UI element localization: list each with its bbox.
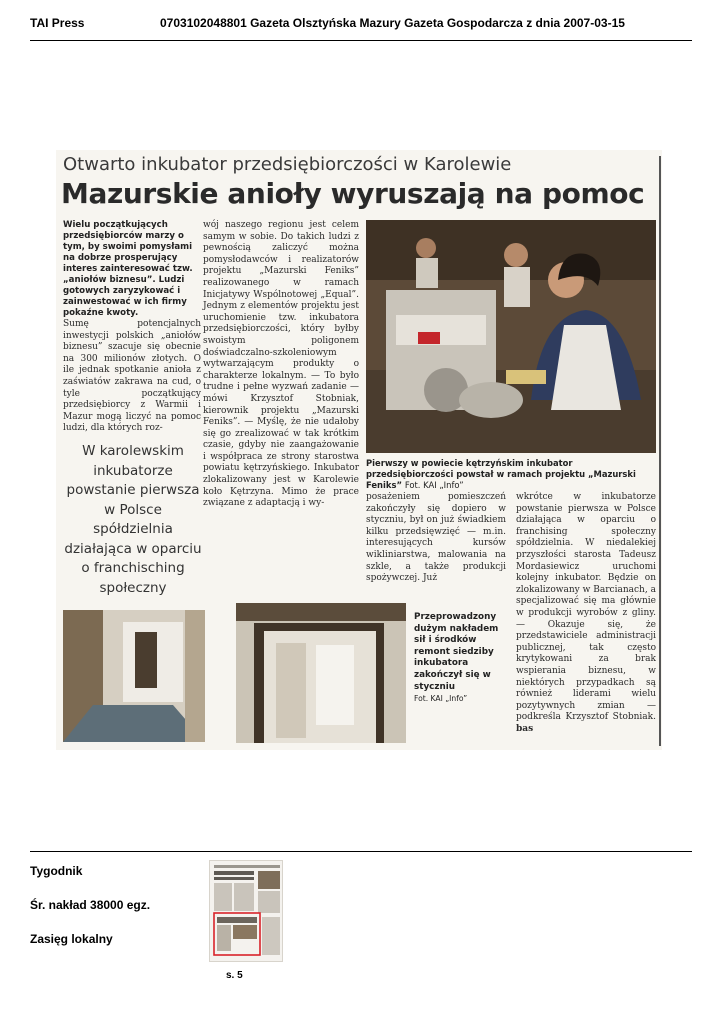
article-lead: Wielu początkujących przedsiębiorców marzy o tym, by swoimi pomysłami na dobrze prosperujący interes zainteresować tzw. „aniołów biznesu”. Ludzi gotowych zaryzykować i zainwestować w ich firmy pokaźne kwoty. [63, 220, 193, 318]
header-divider [30, 40, 692, 41]
clipping-edge [659, 156, 661, 746]
renovation-caption [414, 612, 510, 706]
article-column-1: Sumę potencjalnych inwestycji polskich „aniołów biznesu” szacuje się obecnie na 300 milionów złotych. O ile jednak spotkanie anioła z zaświatów zakrawa na cud, o tyle początkujący przedsiębiorcy z Warmii i Mazur mogą liczyć na pomoc ludzi, dla których roz- [63, 319, 201, 434]
publication-metadata: 0703102048801 Gazeta Olsztyńska Mazury Gazeta Gospodarcza z dnia 2007-03-15 [160, 16, 625, 30]
main-photo-credit: Fot. KAI „Info” [404, 480, 464, 490]
article-pullquote: W karolewskim inkubatorze powstanie pierwsza w Polsce spółdzielnia działająca w oparciu o franchisching społeczny [64, 443, 202, 596]
article-column-4 [516, 492, 656, 735]
main-photo-caption-text: Pierwszy w powiecie kętrzyńskim inkubator przedsiębiorczości powstał w ramach projektu „Mazurski Feniks” [366, 458, 636, 490]
main-photo-caption [366, 458, 658, 491]
kitchen-photo [366, 220, 656, 453]
circulation: Śr. nakład 38000 egz. [30, 898, 151, 912]
publication-frequency: Tygodnik [30, 864, 83, 878]
page-thumbnail-image [210, 861, 283, 962]
corridor-photo [63, 610, 205, 742]
author-signature: bas [516, 723, 534, 734]
renovation-photo-credit: Fot. KAI „Info” [414, 694, 468, 704]
page-thumbnail [209, 860, 283, 962]
footer-divider [30, 851, 692, 852]
article-column-4-text: wkrótce w inkubatorze powstanie pierwsza w Polsce działająca w oparciu o franchising społeczny spółdzielnia. W niedalekiej przyszłości starosta Tadeusz Mordasiewicz uruchomi kolejny inkubator. Będzie on zlokalizowany w Barcianach, a specjalizować się ma głównie w produkcji wyrobów z gliny. — Okazuje się, że przedstawiciele administracji publicznej, tak często krytykowani za brak wspierania biznesu, w niektórych przypadkach są również liderami wielu pozytywnych zmian — podkreśla Krzysztof Stobniak. [516, 492, 656, 723]
corridor-photo-image [63, 610, 205, 742]
article-column-3: posażeniem pomieszczeń zakończyły się dopiero w styczniu, był on już świadkiem kilku przedsięwzięć — m.in. interesujących kursów wikliniarstwa, malowania na szkle, a także produkcji spożywczej. Już [366, 492, 506, 584]
renovation-caption-text: Przeprowadzony dużym nakładem sił i środków remont siedziby inkubatora zakończył się w styczniu [414, 612, 499, 692]
kitchen-photo-image [366, 220, 656, 453]
doorway-photo [236, 603, 406, 743]
doorway-photo-image [236, 603, 406, 743]
reach: Zasięg lokalny [30, 932, 113, 946]
article-column-2: wój naszego regionu jest celem samym w sobie. Do takich ludzi z pewnością zaliczyć można pomysłodawców i realizatorów projektu „Mazurski Feniks” realizowanego w ramach Inicjatywy Wspólnotowej „Equal”. Jednym z elementów projektu jest uruchomienie tzw. inkubatora przedsiębiorczości, który byłby swoistym poligonem doświadczalno-szkoleniowym wytwarzającym produkty o charakterze lokalnym. — To było trudne i pełne wyzwań zadanie — mówi Krzysztof Stobniak, kierownik projektu „Mazurski Feniks”. — Myślę, że nie udałoby się go zrealizować w tak krótkim czasie, gdyby nie zaangażowanie i współpraca ze strony starostwa powiatu kętrzyńskiego. Inkubator zlokalizowany jest w Karolewie koło Kętrzyna. Mimo że prace związane z adaptacją i wy- [203, 220, 359, 509]
press-agency-label: TAI Press [30, 16, 85, 30]
page-number: s. 5 [226, 970, 243, 981]
article-kicker: Otwarto inkubator przedsiębiorczości w Karolewie [63, 154, 512, 175]
article-headline: Mazurskie anioły wyruszają na pomoc [61, 177, 645, 210]
